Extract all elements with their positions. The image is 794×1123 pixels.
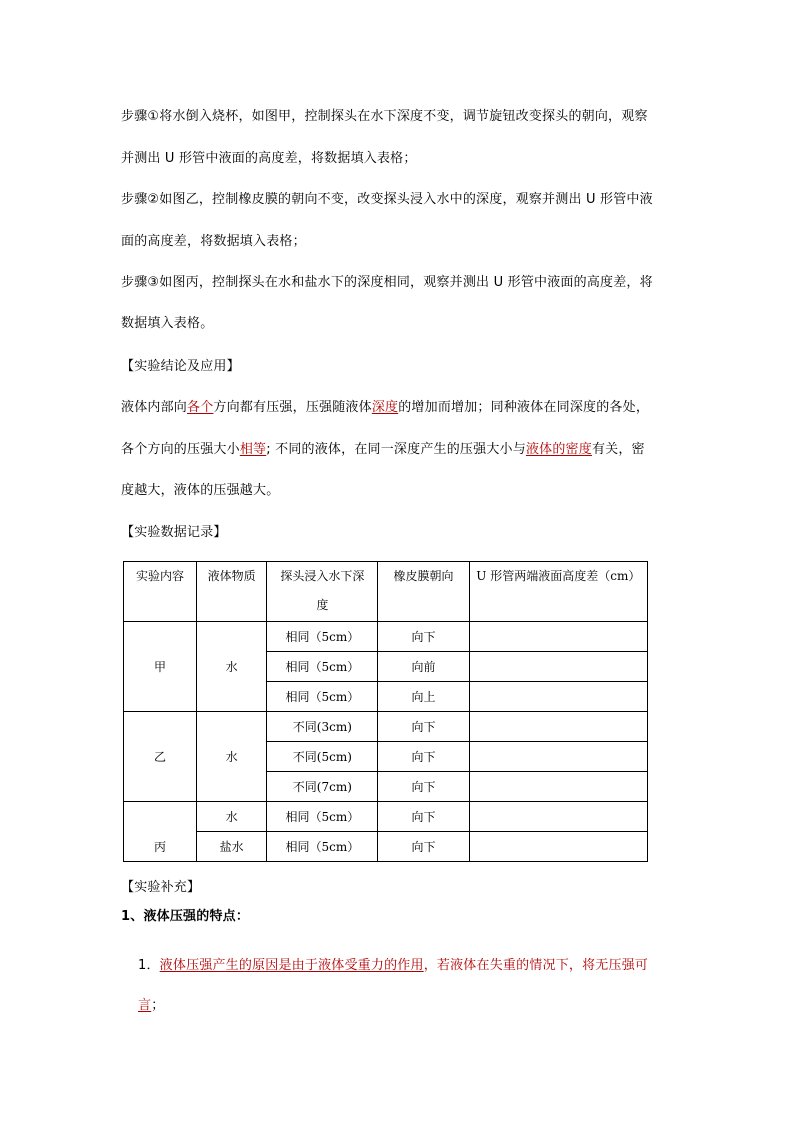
header-cell: 橡皮膜朝向	[378, 562, 469, 622]
supplement-heading: 【实验补充】	[121, 880, 201, 895]
step1-line2: 并测出 U 形管中液面的高度差，将数据填入表格；	[121, 151, 417, 166]
direction-cell: 向下	[378, 742, 469, 772]
depth-cell: 相同（5cm）	[267, 622, 378, 652]
conclusion-text: 方向都有压强，压强随液体	[213, 400, 372, 415]
conclusion-line3: 度越大，液体的压强越大。	[121, 483, 280, 498]
liquid-cell: 水	[197, 802, 267, 832]
record-heading: 【实验数据记录】	[121, 525, 227, 540]
data-record-table	[123, 561, 648, 862]
group-label: 乙	[124, 712, 197, 802]
step1-line1: 步骤①将水倒入烧杯，如图甲，控制探头在水下深度不变，调节旋钮改变探头的朝向，观察	[121, 109, 648, 124]
conclusion-line1	[121, 400, 649, 416]
conclusion-text: 各个方向的压强大小	[121, 442, 240, 457]
list-number: 1．	[138, 958, 160, 973]
supplement-subitem	[138, 958, 648, 974]
answer-blank: 液体的密度	[525, 442, 592, 457]
answer-blank: 相等	[239, 442, 267, 457]
conclusion-heading: 【实验结论及应用】	[121, 359, 240, 374]
table-row	[124, 622, 648, 652]
table-row	[124, 712, 648, 742]
direction-cell: 向下	[378, 772, 469, 802]
height-diff-cell	[469, 772, 647, 802]
depth-cell: 不同(3cm)	[267, 712, 378, 742]
header-cell: 液体物质	[197, 562, 267, 622]
supplement-subitem-cont	[138, 998, 164, 1014]
conclusion-text: ; 不同的液体，在同一深度产生的压强大小与	[266, 442, 526, 457]
answer-blank: 言	[138, 998, 152, 1013]
height-diff-cell	[469, 802, 647, 832]
conclusion-text: 的增加而增加；同种液体在同深度的各处，	[398, 400, 650, 415]
header-cell: U 形管两端液面高度差（cm）	[469, 562, 647, 622]
table-row	[124, 832, 648, 862]
liquid-cell: 水	[197, 622, 267, 712]
table-row	[124, 802, 648, 832]
direction-cell: 向前	[378, 652, 469, 682]
direction-cell: 向下	[378, 802, 469, 832]
direction-cell: 向下	[378, 832, 469, 862]
step2-line2: 面的高度差，将数据填入表格；	[121, 234, 306, 249]
header-cell	[267, 562, 378, 622]
height-diff-cell	[469, 652, 647, 682]
header-text: 度	[316, 598, 329, 612]
liquid-cell: 水	[197, 712, 267, 802]
height-diff-cell	[469, 832, 647, 862]
depth-cell: 不同(7cm)	[267, 772, 378, 802]
depth-cell: 相同（5cm）	[267, 832, 378, 862]
header-text: 探头浸入水下深	[280, 569, 365, 583]
conclusion-text: 液体内部向	[121, 400, 188, 415]
height-diff-cell	[469, 742, 647, 772]
step2-line1: 步骤②如图乙，控制橡皮膜的朝向不变，改变探头浸入水中的深度，观察并测出 U 形管中液	[121, 192, 653, 207]
supplement-item1: 1、液体压强的特点：	[121, 909, 250, 924]
height-diff-cell	[469, 712, 647, 742]
direction-cell: 向下	[378, 712, 469, 742]
conclusion-text: 有关，密	[591, 442, 645, 457]
answer-blank: 各个	[187, 400, 214, 415]
height-diff-cell	[469, 622, 647, 652]
direction-cell: 向下	[378, 622, 469, 652]
table-header-row	[124, 562, 648, 622]
depth-cell: 相同（5cm）	[267, 652, 378, 682]
depth-cell: 不同(5cm)	[267, 742, 378, 772]
conclusion-line2	[121, 442, 645, 458]
header-cell: 实验内容	[124, 562, 197, 622]
depth-cell: 相同（5cm）	[267, 802, 378, 832]
liquid-cell: 盐水	[197, 832, 267, 862]
group-label: 丙	[124, 802, 197, 862]
answer-blank: 深度	[371, 400, 399, 415]
answer-text: ，若液体在失重的情况下，将无压强可	[423, 958, 649, 973]
step3-line1: 步骤③如图丙，控制探头在水和盐水下的深度相同，观察并测出 U 形管中液面的高度差，将	[121, 275, 653, 290]
punctuation: ；	[151, 998, 165, 1013]
height-diff-cell	[469, 682, 647, 712]
step3-line2: 数据填入表格。	[121, 316, 214, 331]
answer-blank: 液体压强产生的原因是由于液体受重力的作用	[159, 958, 424, 973]
group-label: 甲	[124, 622, 197, 712]
depth-cell: 相同（5cm）	[267, 682, 378, 712]
direction-cell: 向上	[378, 682, 469, 712]
